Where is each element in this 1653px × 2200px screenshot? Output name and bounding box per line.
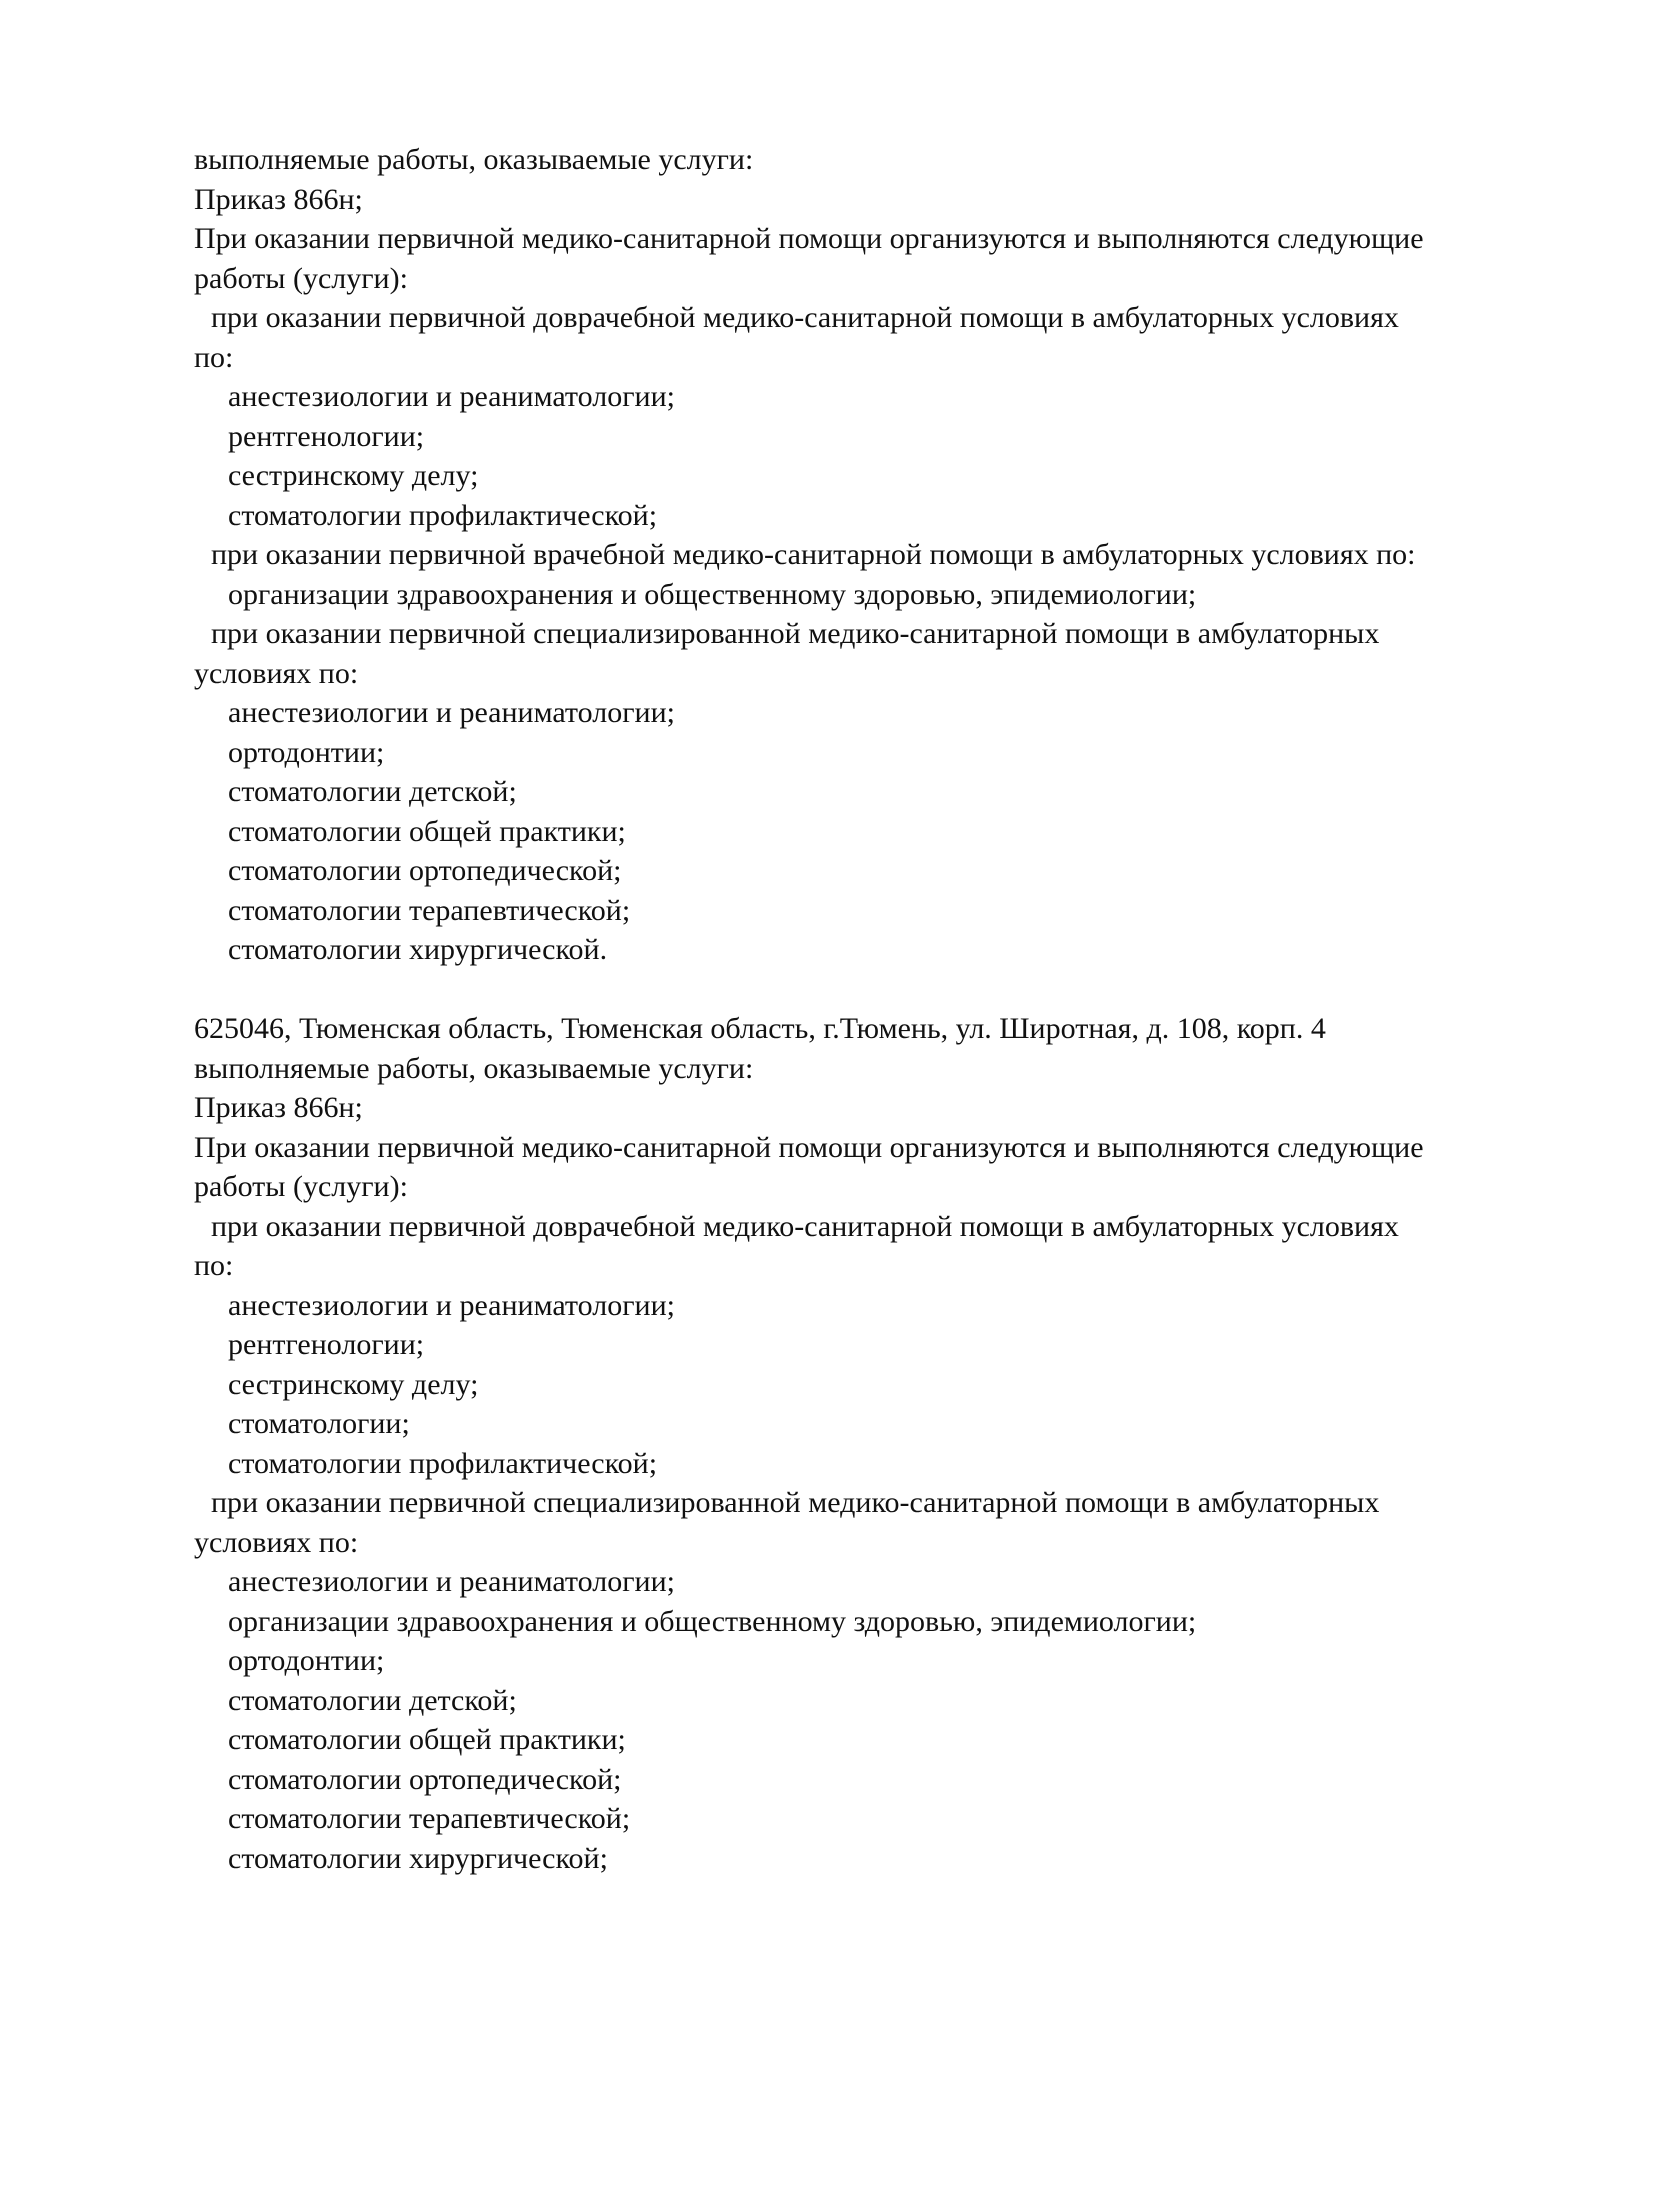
subheading-line: при оказании первичной врачебной медико-санитарной помощи в амбулаторных условиях по: (211, 538, 1416, 571)
subheading-line: при оказании первичной специализированной медико-санитарной помощи в амбулаторных (211, 617, 1380, 650)
section-spacer (194, 970, 1594, 1010)
list-item: стоматологии общей практики; (228, 1723, 626, 1756)
list-item: рентгенологии; (228, 1328, 425, 1361)
subheading-line: при оказании первичной специализированной медико-санитарной помощи в амбулаторных (211, 1486, 1380, 1519)
list-item: анестезиологии и реаниматологии; (228, 696, 675, 729)
list-item: организации здравоохранения и общественному здоровью, эпидемиологии; (228, 577, 1197, 611)
list-item: стоматологии терапевтической; (228, 1802, 631, 1835)
list-item: стоматологии детской; (228, 775, 517, 808)
paragraph-line: выполняемые работы, оказываемые услуги: (194, 1051, 754, 1085)
list-item: сестринскому делу; (228, 459, 479, 492)
document-section-2 (194, 1009, 1594, 1878)
list-item: стоматологии хирургической; (228, 1841, 608, 1875)
list-item: анестезиологии и реаниматологии; (228, 380, 675, 413)
list-item: анестезиологии и реаниматологии; (228, 1565, 675, 1598)
paragraph-line: работы (услуги): (194, 261, 408, 295)
paragraph-line: по: (194, 1249, 234, 1282)
paragraph-line: Приказ 866н; (194, 1091, 363, 1124)
list-item: ортодонтии; (228, 1644, 385, 1677)
list-item: стоматологии ортопедической; (228, 1762, 622, 1796)
list-item: стоматологии хирургической. (228, 933, 608, 966)
list-item: стоматологии профилактической; (228, 498, 658, 532)
paragraph-line: выполняемые работы, оказываемые услуги: (194, 143, 754, 176)
list-item: рентгенологии; (228, 419, 425, 453)
paragraph-line: При оказании первичной медико-санитарной помощи организуются и выполняются следующие (194, 1130, 1424, 1164)
list-item: стоматологии терапевтической; (228, 893, 631, 927)
document-section-1 (194, 140, 1594, 970)
paragraph-line: условиях по: (194, 1525, 359, 1559)
subheading-line: при оказании первичной доврачебной медико-санитарной помощи в амбулаторных условиях (211, 301, 1399, 334)
list-item: стоматологии общей практики; (228, 814, 626, 848)
list-item: стоматологии детской; (228, 1683, 517, 1717)
paragraph-line: работы (услуги): (194, 1170, 408, 1203)
list-item: стоматологии ортопедической; (228, 854, 622, 887)
document-page (194, 140, 1594, 1878)
list-item: анестезиологии и реаниматологии; (228, 1288, 675, 1322)
section-address: 625046, Тюменская область, Тюменская область, г.Тюмень, ул. Широтная, д. 108, корп. 4 (194, 1012, 1326, 1045)
list-item: стоматологии профилактической; (228, 1446, 658, 1480)
list-item: сестринскому делу; (228, 1367, 479, 1401)
paragraph-line: При оказании первичной медико-санитарной помощи организуются и выполняются следующие (194, 222, 1424, 255)
paragraph-line: условиях по: (194, 656, 359, 690)
list-item: стоматологии; (228, 1407, 410, 1440)
paragraph-line: Приказ 866н; (194, 182, 363, 216)
subheading-line: при оказании первичной доврачебной медико-санитарной помощи в амбулаторных условиях (211, 1209, 1399, 1243)
paragraph-line: по: (194, 340, 234, 374)
list-item: организации здравоохранения и общественному здоровью, эпидемиологии; (228, 1604, 1197, 1638)
list-item: ортодонтии; (228, 735, 385, 769)
